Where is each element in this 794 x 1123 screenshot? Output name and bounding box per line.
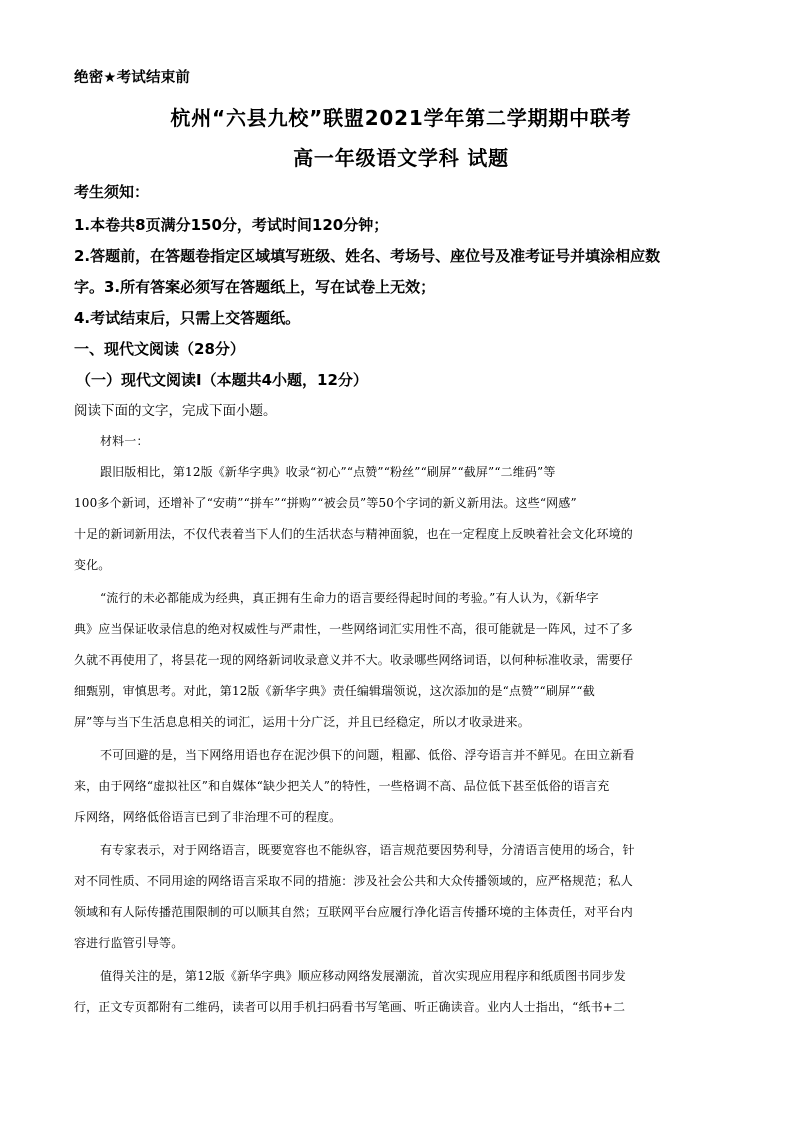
- paragraph-line: 屏”等与当下生活息息相关的词汇，运用十分广泛，并且已经稳定，所以才收录进来。: [74, 715, 530, 729]
- paragraph-line: 100多个新词，还增补了“安萌”“拼车”“拼购”“被会员”等50个字词的新义新用法。这些“网感”: [74, 496, 577, 510]
- material-label: 材料一：: [100, 434, 149, 448]
- paragraph-line: 十足的新词新用法，不仅代表着当下人们的生活状态与精神面貌，也在一定程度上反映着社会文化环境的: [74, 527, 633, 541]
- notice-item: 1.本卷共8页满分150分，考试时间120分钟；: [74, 216, 389, 234]
- paragraph-line: 久就不再使用了，将昙花一现的网络新词收录意义并不大。收录哪些网络词语，以何种标准收录，需要仔: [74, 653, 633, 667]
- paragraph-line: 不可回避的是，当下网络用语也存在泥沙俱下的问题，粗鄙、低俗、浮夸语言并不鲜见。在田立新看: [100, 748, 635, 762]
- paragraph-line: 行，正文专页都附有二维码，读者可以用手机扫码看书写笔画、听正确读音。业内人士指出，“纸书+二: [74, 1000, 626, 1014]
- notice-item: 4.考试结束后，只需上交答题纸。: [74, 309, 301, 327]
- paragraph-line: 值得关注的是，第12版《新华字典》顺应移动网络发展潮流，首次实现应用程序和纸质图书同步发: [100, 969, 626, 983]
- paragraph-line: 斥网络，网络低俗语言已到了非治理不可的程度。: [74, 810, 342, 824]
- exam-title: 杭州“六县九校”联盟2021学年第二学期期中联考: [170, 106, 632, 130]
- paragraph-line: 变化。: [74, 558, 111, 572]
- paragraph-line: 跟旧版相比，第12版《新华字典》收录“初心”“点赞”“粉丝”“刷屏”“截屏”“二维码”等: [100, 465, 556, 479]
- paragraph-line: 对不同性质、不同用途的网络语言采取不同的措施：涉及社会公共和大众传播领域的，应严格规范；私人: [74, 874, 633, 888]
- notice-heading: 考生须知：: [74, 183, 150, 201]
- notice-item: 字。3.所有答案必须写在答题纸上，写在试卷上无效；: [74, 278, 436, 296]
- paragraph-line: “流行的未必都能成为经典，真正拥有生命力的语言要经得起时间的考验。”有人认为，《新华字: [100, 591, 599, 605]
- paragraph-line: 典》应当保证收录信息的绝对权威性与严肃性，一些网络词汇实用性不高，很可能就是一阵风，过不了多: [74, 622, 633, 636]
- confidential-label: 绝密★考试结束前: [74, 70, 191, 86]
- paragraph-line: 来，由于网络“虚拟社区”和自媒体“缺少把关人”的特性，一些格调不高、品位低下甚至低俗的语言充: [74, 779, 610, 793]
- paragraph-line: 容进行监管引导等。: [74, 936, 184, 950]
- subsection-heading: （一）现代文阅读Ⅰ（本题共4小题，12分）: [76, 371, 368, 389]
- notice-item: 2.答题前，在答题卷指定区域填写班级、姓名、考场号、座位号及准考证号并填涂相应数: [74, 247, 661, 265]
- section-heading: 一、现代文阅读（28分）: [74, 340, 245, 358]
- paragraph-line: 领域和有人际传播范围限制的可以顺其自然；互联网平台应履行净化语言传播环境的主体责任，对平台内: [74, 905, 633, 919]
- paragraph-line: 有专家表示，对于网络语言，既要宽容也不能纵容，语言规范要因势利导，分清语言使用的场合，针: [100, 843, 635, 857]
- paragraph-line: 细甄别，审慎思考。对此，第12版《新华字典》责任编辑瑞领说，这次添加的是“点赞”“刷屏”“截: [74, 684, 595, 698]
- instruction-text: 阅读下面的文字，完成下面小题。: [74, 403, 277, 419]
- exam-subtitle: 高一年级语文学科 试题: [293, 146, 509, 170]
